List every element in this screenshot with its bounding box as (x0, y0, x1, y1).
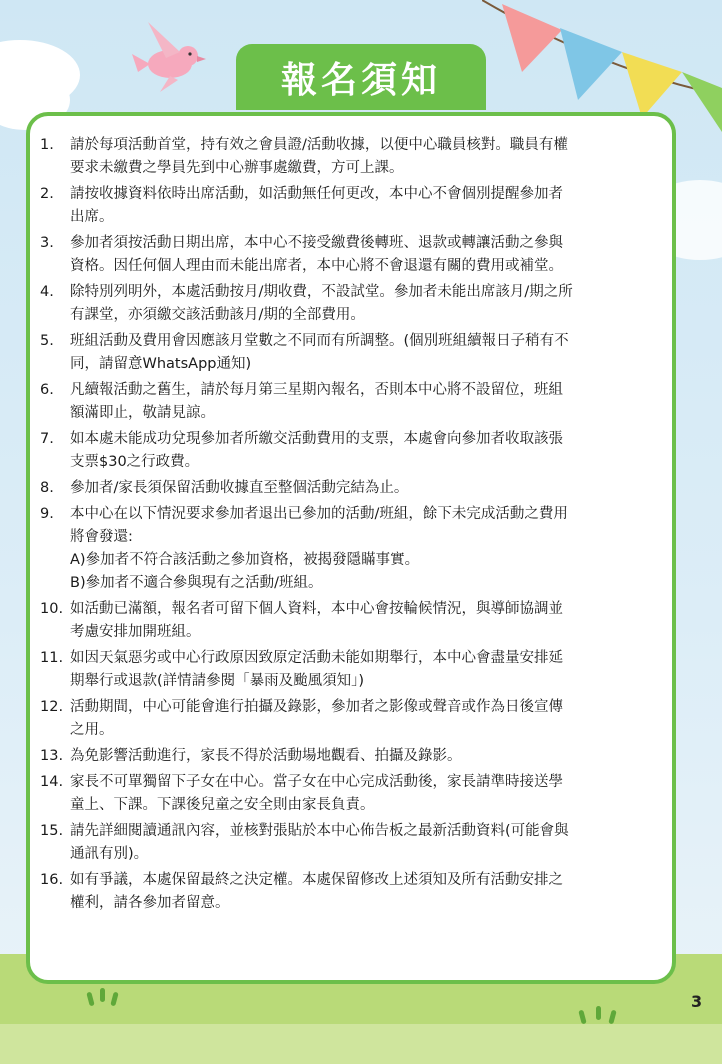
rule-number: 4. (40, 284, 54, 300)
rule-text-line: 除特別列明外，本處活動按月/期收費，不設試堂。參加者未能出席該月/期之所 (70, 284, 573, 300)
rule-text-line: 班組活動及費用會因應該月堂數之不同而有所調整。(個別班組續報日子稍有不 (70, 333, 569, 349)
rule-text-line: 將會發還: (70, 529, 133, 545)
page-title: 報名須知 (280, 59, 441, 101)
rule-item (40, 503, 676, 595)
rule-item (40, 330, 676, 376)
rule-text-line: 要求未繳費之學員先到中心辦事處繳費，方可上課。 (70, 160, 404, 176)
rule-number: 16. (40, 872, 64, 888)
rule-text-line: 同，請留意WhatsApp通知) (70, 356, 252, 372)
rule-text-line: 有課堂，亦須繳交該活動該月/期的全部費用。 (70, 307, 365, 323)
rule-text-line: 如有爭議，本處保留最終之決定權。本處保留修改上述須知及所有活動安排之 (70, 872, 563, 888)
rule-item (40, 134, 676, 180)
rule-text-line: 之用。 (70, 722, 114, 738)
rule-number: 12. (40, 699, 64, 715)
grass-blade-icon (596, 1006, 601, 1020)
rule-text-line: 通訊有別)。 (70, 846, 149, 862)
rule-text-line: 支票$30之行政費。 (70, 454, 200, 470)
rule-number: 13. (40, 748, 64, 764)
rule-text-line: 凡續報活動之舊生，請於每月第三星期內報名，否則本中心將不設留位，班組 (70, 382, 563, 398)
rule-number: 1. (40, 137, 54, 153)
rule-number: 10. (40, 601, 64, 617)
rule-item (40, 771, 676, 817)
rule-number: 15. (40, 823, 64, 839)
rule-text-line: 活動期間，中心可能會進行拍攝及錄影，參加者之影像或聲音或作為日後宣傳 (70, 699, 563, 715)
rule-text-line: 如因天氣惡劣或中心行政原因致原定活動未能如期舉行，本中心會盡量安排延 (70, 650, 563, 666)
rule-item (40, 696, 676, 742)
rule-text-line: 請於每項活動首堂，持有效之會員證/活動收據，以便中心職員核對。職員有權 (70, 137, 568, 153)
rule-number: 8. (40, 480, 54, 496)
rule-item (40, 598, 676, 644)
rule-text-line: 童上、下課。下課後兒童之安全則由家長負責。 (70, 797, 375, 813)
rule-text-line: 家長不可單獨留下子女在中心。當子女在中心完成活動後，家長請準時接送學 (70, 774, 563, 790)
grass-blade-icon (100, 988, 105, 1002)
page-number: 3 (691, 992, 703, 1011)
rule-item (40, 820, 676, 866)
rules-list (40, 134, 676, 918)
rule-number: 7. (40, 431, 54, 447)
rule-number: 5. (40, 333, 54, 349)
rule-item (40, 281, 676, 327)
rule-item (40, 183, 676, 229)
rule-text-line: 資格。因任何個人理由而未能出席者，本中心將不會退還有關的費用或補堂。 (70, 258, 563, 274)
rule-item (40, 379, 676, 425)
rule-number: 3. (40, 235, 54, 251)
rule-number: 11. (40, 650, 64, 666)
rule-text-line: 參加者須按活動日期出席，本中心不接受繳費後轉班、退款或轉讓活動之參與 (70, 235, 563, 251)
rule-text-line: 期舉行或退款(詳情請參閱「暴雨及颱風須知」) (70, 673, 365, 689)
rule-number: 6. (40, 382, 54, 398)
rule-item (40, 428, 676, 474)
rule-text-line: 如本處未能成功兌現參加者所繳交活動費用的支票，本處會向參加者收取該張 (70, 431, 563, 447)
rule-item (40, 647, 676, 693)
rule-text-line: 本中心在以下情況要求參加者退出已參加的活動/班組，餘下未完成活動之費用 (70, 506, 568, 522)
rule-text-line: 為免影響活動進行，家長不得於活動場地觀看、拍攝及錄影。 (70, 748, 462, 764)
title-tab (236, 44, 486, 110)
rule-item (40, 232, 676, 278)
rule-text-line: 請按收據資料依時出席活動，如活動無任何更改，本中心不會個別提醒參加者 (70, 186, 563, 202)
rule-item (40, 745, 676, 768)
rule-number: 2. (40, 186, 54, 202)
bird-icon (128, 18, 208, 92)
rule-text-line: 考慮安排加開班組。 (70, 624, 201, 640)
rule-text-line: 出席。 (70, 209, 114, 225)
rule-number: 14. (40, 774, 64, 790)
rule-text-line: 參加者/家長須保留活動收據直至整個活動完結為止。 (70, 480, 409, 496)
rule-item (40, 869, 676, 915)
rule-text-line: 權利，請各參加者留意。 (70, 895, 230, 911)
rule-number: 9. (40, 506, 54, 522)
rule-item (40, 477, 676, 500)
rule-text-line: 如活動已滿額，報名者可留下個人資料，本中心會按輪候情況，與導師協調並 (70, 601, 563, 617)
rule-text-line: 請先詳細閱讀通訊內容，並核對張貼於本中心佈告板之最新活動資料(可能會與 (70, 823, 569, 839)
rule-text-line: A)參加者不符合該活動之參加資格，被揭發隱瞞事實。 (70, 552, 420, 568)
rule-text-line: B)參加者不適合參與現有之活動/班組。 (70, 575, 323, 591)
rule-text-line: 額滿即止，敬請見諒。 (70, 405, 215, 421)
